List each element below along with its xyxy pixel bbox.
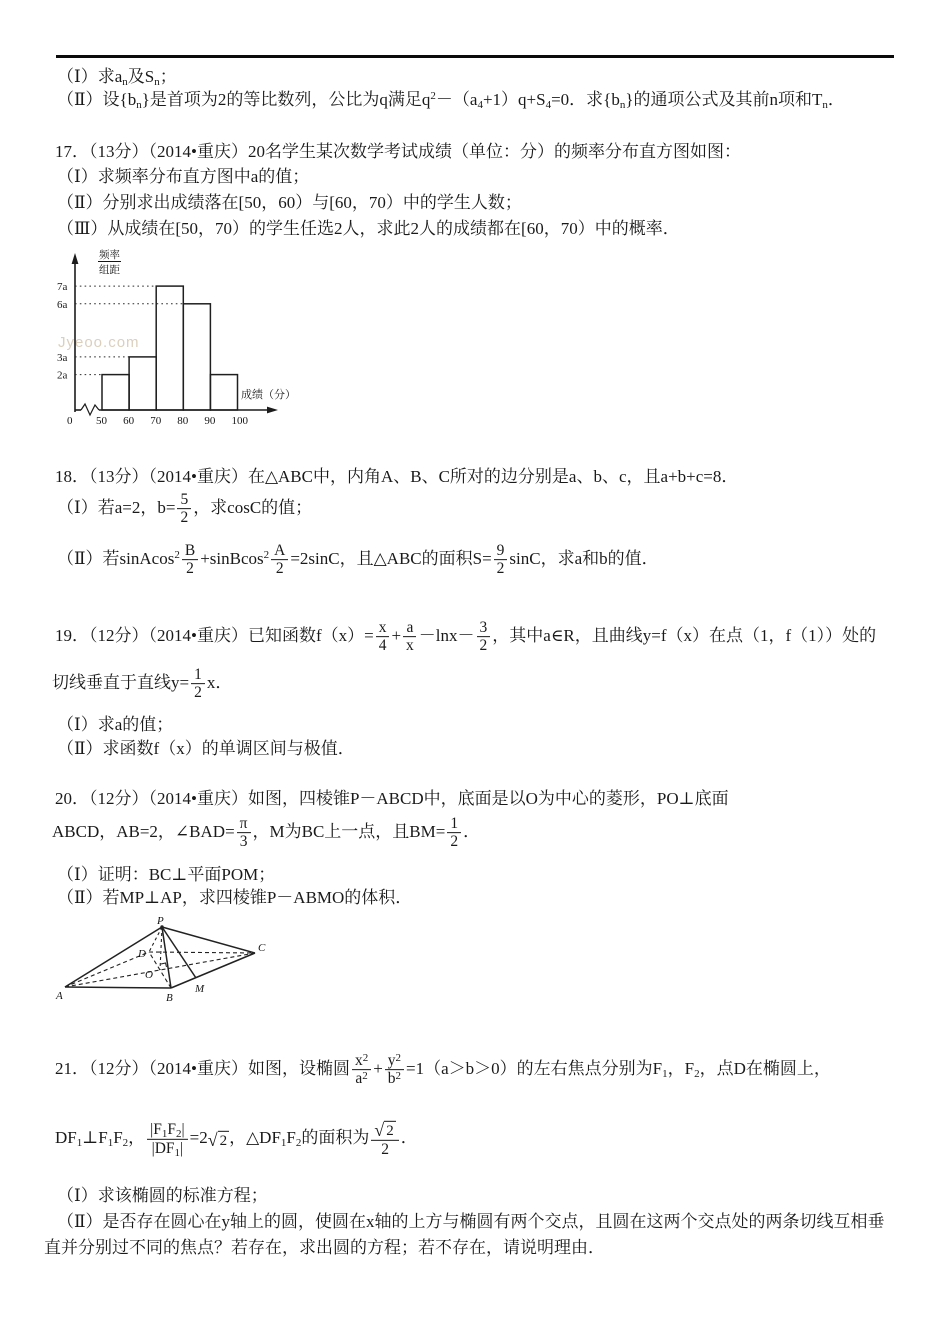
subscript: 1: [280, 1136, 287, 1149]
text-run: （Ⅱ）是否存在圆心在y轴上的圆，使圆在x轴的上方与椭圆有两个交点，且圆在这两个交点处的两条切线互相垂: [57, 1211, 885, 1231]
text-run: 18．（13分）（2014•重庆）在△ABC中，内角A、B、C所对的边分别是a、b、c，且a+b+c=8．: [55, 466, 739, 486]
text-line-18: [55, 1052, 831, 1088]
text-run: 直并分别过不同的焦点？若存在，求出圆的方程；若不存在，请说明理由．: [44, 1237, 605, 1257]
fraction-numerator: [352, 1052, 371, 1070]
text-run: B: [184, 542, 196, 560]
edge-PB: [162, 927, 171, 988]
text-line-1: [57, 66, 177, 88]
text-run: x: [406, 637, 414, 655]
y-axis-arrow: [72, 253, 79, 264]
text-run: （Ⅱ）求函数f（x）的单调区间与极值．: [57, 738, 355, 758]
fraction: [477, 619, 491, 655]
fraction-denominator: [385, 1071, 404, 1088]
text-run: =1（a＞b＞0）的左右焦点分别为F: [406, 1058, 663, 1078]
fraction: [376, 619, 390, 655]
text-line-19: [55, 1120, 418, 1158]
fraction: [271, 542, 288, 578]
text-run: a: [406, 619, 414, 637]
text-run: π: [239, 815, 248, 833]
fraction-numerator: [147, 1121, 187, 1139]
axis-break-squiggle: [81, 404, 99, 415]
y-tick-label: 3a: [57, 351, 68, 364]
text-line-13: [57, 738, 355, 760]
fraction-denominator: [191, 685, 205, 702]
vertex-label-P: P: [157, 915, 164, 927]
text-run: 2: [180, 509, 189, 527]
text-line-11: [52, 666, 232, 702]
text-run: DF: [55, 1127, 77, 1147]
vertex-label-O: O: [145, 969, 153, 981]
x-tick-label: 50: [96, 415, 107, 427]
text-run: （Ⅱ）分别求出成绩落在[50，60）与[60，70）中的学生人数；: [57, 192, 522, 212]
fraction-numerator: [477, 619, 491, 637]
text-run: A: [274, 542, 286, 560]
subscript: 1: [174, 1146, 181, 1159]
text-run: 1: [194, 666, 202, 684]
text-run: 1: [450, 815, 459, 833]
subscript: 2: [295, 1136, 302, 1149]
subscript: n: [154, 75, 160, 88]
histogram-bar: [210, 375, 237, 410]
subscript: n: [122, 75, 128, 88]
subscript: 1: [662, 1067, 668, 1080]
fraction-numerator: [271, 542, 288, 560]
text-run: ，求cosC的值；: [193, 497, 313, 517]
text-run: 4: [378, 637, 387, 655]
subscript: 2: [122, 1136, 129, 1149]
fraction: [494, 542, 508, 578]
fraction-numerator: [177, 491, 191, 509]
y-axis-label-denominator: 组距: [99, 265, 120, 276]
fraction-numerator: [447, 815, 461, 833]
fraction-denominator: [183, 561, 197, 578]
text-run: =2sinC，且△ABC的面积S=: [290, 548, 492, 568]
edge-AD: [65, 952, 149, 987]
text-run: 19．（12分）（2014•重庆）已知函数f（x）=: [55, 625, 374, 645]
radicand: 2: [386, 1122, 394, 1139]
fraction-numerator: [237, 815, 251, 833]
x-axis-label: 成绩（分）: [241, 389, 296, 401]
superscript: 2: [174, 548, 180, 561]
text-run: F: [113, 1127, 123, 1147]
text-run: |DF: [151, 1139, 175, 1157]
fraction: [352, 1052, 371, 1088]
text-run: 2: [496, 560, 505, 578]
fraction-denominator: [177, 510, 191, 527]
text-run: ，点D在椭圆上，: [699, 1058, 831, 1078]
fraction-numerator: [494, 542, 508, 560]
radical-sign-icon: √: [207, 1129, 218, 1150]
histogram-bar: [129, 357, 156, 410]
text-run: b: [387, 1070, 396, 1088]
right-angle-mark: [161, 963, 167, 967]
text-line-5: [57, 192, 522, 214]
superscript: 2: [395, 1070, 402, 1083]
text-run: F: [167, 1121, 177, 1139]
text-run: （Ⅰ）求a: [57, 66, 123, 86]
text-run: （Ⅰ）求频率分布直方图中a的值；: [57, 166, 310, 186]
text-run: =0．求{b: [551, 89, 620, 109]
fraction-denominator: [237, 834, 251, 851]
superscript: 2: [263, 548, 270, 561]
text-line-2: [57, 89, 845, 111]
text-run: F: [286, 1127, 296, 1147]
fraction-denominator: [149, 1139, 187, 1159]
text-line-9: [57, 542, 659, 578]
subscript: n: [136, 98, 142, 111]
text-run: 2: [186, 560, 194, 578]
text-run: ，: [128, 1127, 146, 1147]
text-run: ；: [159, 66, 177, 86]
text-run: ．: [827, 89, 845, 109]
radicand: 2: [219, 1132, 228, 1149]
fraction: [371, 1120, 398, 1158]
text-run: x: [354, 1052, 363, 1070]
text-run: 2: [450, 833, 459, 851]
superscript: 2: [395, 1052, 402, 1065]
text-run: +sinBcos: [200, 548, 264, 568]
text-run: +: [373, 1058, 383, 1078]
y-tick-label: 2a: [57, 369, 68, 382]
fraction-numerator: [403, 619, 416, 637]
text-run: }的通项公式及其前n项和T: [625, 89, 823, 109]
text-line-21: [57, 1211, 885, 1233]
text-run: （Ⅰ）证明：BC⊥平面POM；: [57, 864, 276, 884]
fraction-numerator: [371, 1120, 398, 1141]
fraction-denominator: [494, 561, 508, 578]
text-run: 9: [496, 542, 505, 560]
text-run: ，M为BC上一点，且BM=: [252, 821, 446, 841]
x-tick-label: 90: [204, 415, 216, 427]
vertex-label-C: C: [258, 942, 266, 954]
superscript: 2: [362, 1052, 369, 1065]
text-run: （Ⅰ）求a的值；: [57, 714, 174, 734]
text-run: +: [391, 625, 402, 645]
x-tick-label: 70: [150, 415, 162, 427]
subscript: n: [822, 98, 828, 111]
page-top-rule: [56, 55, 894, 58]
y-axis-label-numerator: 频率: [99, 250, 120, 261]
text-run: （Ⅱ）设{b: [57, 89, 137, 109]
histogram-figure: [55, 246, 315, 431]
vertex-label-D: D: [138, 948, 146, 960]
text-run: （Ⅰ）若a=2，b=: [57, 497, 176, 517]
fraction: [447, 815, 461, 851]
text-line-7: [55, 466, 738, 488]
subscript: 4: [477, 98, 483, 111]
text-line-16: [57, 864, 275, 886]
text-run: 2: [479, 637, 488, 655]
text-line-10: [55, 619, 876, 655]
text-run: }是首项为2的等比数列，公比为q满足q: [141, 89, 431, 109]
text-run: =2: [189, 1127, 208, 1147]
fraction: [177, 491, 191, 527]
pyramid-figure: [50, 916, 330, 1016]
superscript: 2: [430, 89, 436, 102]
text-run: 20．（12分）（2014•重庆）如图，四棱锥P－ABCD中，底面是以O为中心的菱形，PO⊥底面: [55, 788, 729, 808]
subscript: 1: [107, 1136, 114, 1149]
histogram-bar: [102, 375, 129, 410]
x-tick-label: 60: [123, 415, 135, 427]
subscript: 2: [176, 1128, 182, 1141]
text-run: －（a: [435, 89, 478, 109]
text-run: 2: [194, 684, 202, 702]
origin-label: 0: [67, 415, 73, 427]
text-line-17: [57, 887, 412, 909]
fraction-numerator: [191, 666, 205, 684]
text-run: 2: [275, 560, 284, 578]
fraction-numerator: [385, 1052, 404, 1070]
subscript: 2: [694, 1067, 700, 1080]
fraction: [237, 815, 251, 851]
text-run: ．: [463, 821, 481, 841]
text-run: +1）q+S: [482, 89, 546, 109]
edge-AB: [65, 987, 171, 988]
text-run: x．: [206, 672, 233, 692]
watermark-text: Jyeoo.com: [58, 334, 140, 351]
histogram-bar: [183, 304, 210, 410]
text-run: 5: [180, 491, 189, 509]
text-run: ．: [400, 1127, 418, 1147]
fraction-denominator: [376, 638, 390, 655]
subscript: 4: [545, 98, 552, 111]
subscript: 1: [161, 1128, 168, 1141]
text-line-6: [57, 218, 680, 240]
text-run: |: [181, 1121, 185, 1139]
text-run: 的面积为: [301, 1127, 370, 1147]
fraction-denominator: [352, 1071, 370, 1088]
text-line-14: [55, 788, 729, 810]
text-run: ，F: [667, 1058, 695, 1078]
text-run: （Ⅰ）求该椭圆的标准方程；: [57, 1185, 268, 1205]
text-run: 17．（13分）（2014•重庆）20名学生某次数学考试成绩（单位：分）的频率分布直方图如图：: [55, 141, 741, 161]
fraction-denominator: [403, 638, 417, 655]
text-run: ⊥F: [82, 1127, 108, 1147]
histogram-bar: [156, 286, 183, 410]
text-line-8: [57, 491, 312, 527]
text-run: ABCD，AB=2，∠BAD=: [52, 821, 235, 841]
text-run: ，△DF: [229, 1127, 281, 1147]
sqrt-radical: [374, 1121, 395, 1140]
fraction-denominator: [447, 834, 461, 851]
text-run: 及S: [127, 66, 155, 86]
text-line-3: [55, 141, 741, 163]
text-run: 切线垂直于直线y=: [52, 672, 190, 692]
fraction-denominator: [477, 638, 491, 655]
text-run: －lnx－: [418, 625, 475, 645]
superscript: 2: [362, 1070, 368, 1083]
subscript: 1: [76, 1136, 83, 1149]
fraction: [147, 1121, 187, 1157]
text-run: （Ⅲ）从成绩在[50，70）的学生任选2人，求此2人的成绩都在[60，70）中的概率．: [57, 218, 680, 238]
fraction: [191, 666, 205, 702]
fraction-denominator: [273, 561, 287, 578]
fraction-denominator: [378, 1141, 392, 1158]
text-run: ，其中a∈R，且曲线y=f（x）在点（1，f（1））处的: [492, 625, 877, 645]
text-run: |: [180, 1139, 184, 1157]
text-run: （Ⅱ）若MP⊥AP，求四棱锥P－ABMO的体积．: [57, 887, 413, 907]
vertex-label-B: B: [166, 992, 173, 1004]
text-run: 3: [479, 619, 488, 637]
text-line-22: [44, 1237, 605, 1259]
fraction-numerator: [376, 619, 390, 637]
text-line-12: [57, 714, 173, 736]
text-run: x: [378, 619, 387, 637]
sqrt-radical: [208, 1131, 229, 1150]
text-run: y: [387, 1052, 396, 1070]
radical-sign-icon: √: [374, 1119, 385, 1140]
fraction: [182, 542, 198, 578]
text-run: a: [355, 1070, 363, 1088]
text-run: 2: [381, 1140, 389, 1158]
text-line-20: [57, 1185, 268, 1207]
text-run: 3: [239, 833, 248, 851]
fraction-numerator: [182, 542, 198, 560]
text-run: |F: [150, 1121, 162, 1139]
y-tick-label: 6a: [57, 298, 68, 311]
subscript: n: [619, 98, 626, 111]
y-tick-label: 7a: [57, 281, 68, 294]
text-run: 21．（12分）（2014•重庆）如图，设椭圆: [55, 1058, 350, 1078]
x-tick-label: 80: [177, 415, 189, 427]
x-tick-label: 100: [231, 415, 248, 427]
fraction: [385, 1052, 404, 1088]
text-run: sinC，求a和b的值．: [509, 548, 659, 568]
text-line-4: [57, 166, 309, 188]
vertex-label-A: A: [56, 990, 63, 1002]
fraction: [403, 619, 417, 655]
text-line-15: [52, 815, 480, 851]
edge-DC: [149, 952, 255, 953]
x-axis-arrow: [267, 407, 278, 414]
text-run: （Ⅱ）若sinAcos: [57, 548, 175, 568]
vertex-label-M: M: [195, 983, 205, 995]
